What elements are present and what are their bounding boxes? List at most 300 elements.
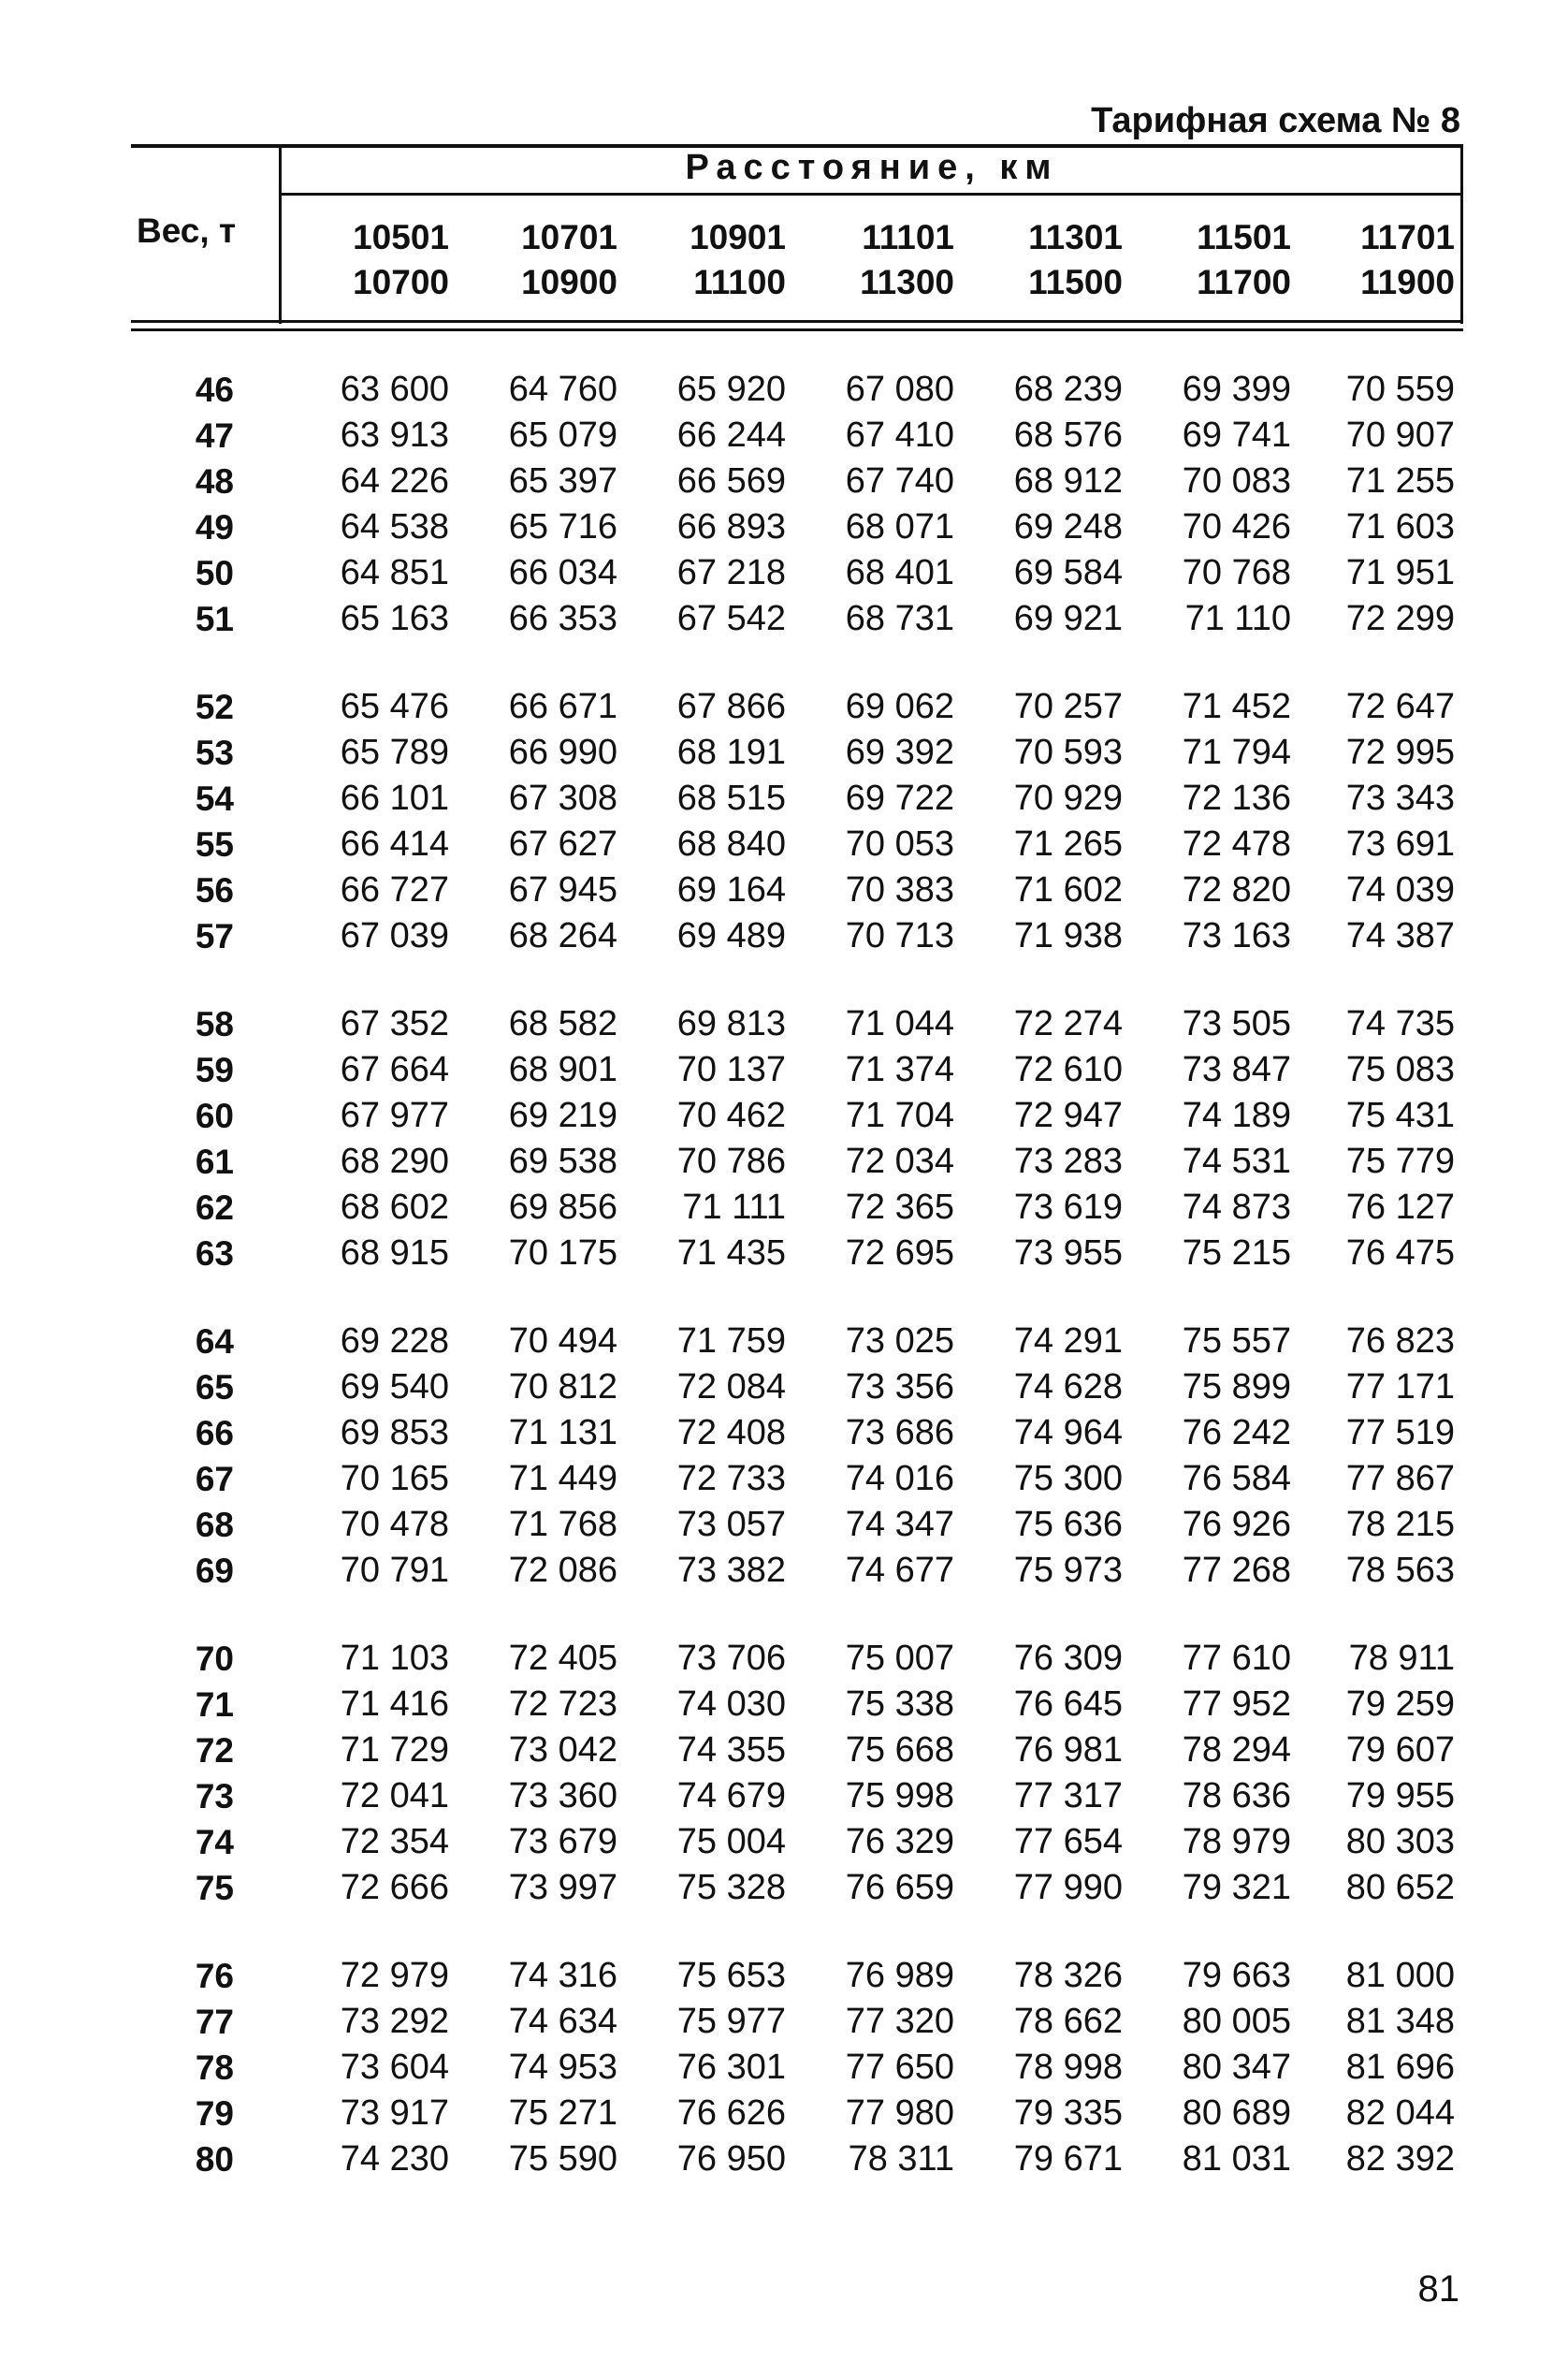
- weight-cell: 54: [195, 780, 234, 818]
- weight-cell: 53: [195, 734, 234, 772]
- tariff-cell: 75 590: [508, 2139, 617, 2179]
- tariff-cell: 69 540: [340, 1367, 449, 1407]
- tariff-cell: 73 706: [676, 1639, 786, 1678]
- weight-group: [0, 1001, 1568, 1276]
- weight-column-label: Вес, т: [137, 211, 237, 250]
- tariff-cell: 76 981: [1013, 1730, 1123, 1770]
- distance-range-to: 10700: [353, 263, 449, 301]
- weight-group: [0, 1319, 1568, 1594]
- tariff-cell: 74 347: [845, 1505, 954, 1544]
- tariff-cell: 70 165: [340, 1459, 449, 1498]
- distance-range-header: [449, 215, 617, 305]
- tariff-cell: 73 679: [508, 1822, 617, 1861]
- table-row: [0, 822, 1568, 867]
- tariff-cell: 75 779: [1345, 1142, 1455, 1181]
- table-row: [0, 2045, 1568, 2091]
- weight-cell: 50: [195, 554, 234, 592]
- tariff-cell: 74 230: [340, 2139, 449, 2179]
- tariff-cell: 75 998: [845, 1776, 954, 1815]
- table-row: [0, 1410, 1568, 1456]
- tariff-cell: 71 103: [340, 1639, 449, 1678]
- tariff-cell: 72 041: [340, 1776, 449, 1815]
- distance-range-header: [617, 215, 786, 305]
- tariff-cell: 73 382: [676, 1551, 786, 1590]
- tariff-cell: 74 531: [1182, 1142, 1291, 1181]
- table-row: [0, 1047, 1568, 1093]
- tariff-cell: 75 004: [676, 1822, 786, 1861]
- weight-cell: 72: [195, 1731, 234, 1770]
- tariff-cell: 77 952: [1182, 1684, 1291, 1724]
- tariff-cell: 78 294: [1182, 1730, 1291, 1770]
- tariff-cell: 75 431: [1345, 1096, 1455, 1135]
- tariff-cell: 73 360: [508, 1776, 617, 1815]
- table-row: [0, 1865, 1568, 1911]
- tariff-cell: 82 392: [1345, 2139, 1455, 2179]
- tariff-cell: 71 449: [508, 1459, 617, 1498]
- tariff-cell: 66 353: [508, 599, 617, 638]
- distance-range-from: 10901: [690, 218, 786, 256]
- tariff-cell: 71 416: [340, 1684, 449, 1724]
- weight-cell: 55: [195, 825, 234, 864]
- weight-cell: 63: [195, 1234, 234, 1273]
- tariff-cell: 76 329: [845, 1822, 954, 1861]
- tariff-cell: 75 215: [1182, 1233, 1291, 1273]
- header-bottom-rule-2: [131, 328, 1463, 331]
- distance-range-from: 10501: [353, 218, 449, 256]
- tariff-cell: 76 659: [845, 1868, 954, 1907]
- tariff-cell: 80 347: [1182, 2048, 1291, 2087]
- distance-range-from: 11501: [1197, 218, 1291, 256]
- tariff-cell: 68 290: [340, 1142, 449, 1181]
- tariff-cell: 76 242: [1182, 1413, 1291, 1452]
- tariff-cell: 72 136: [1182, 779, 1291, 818]
- weight-cell: 59: [195, 1051, 234, 1089]
- tariff-cell: 79 607: [1345, 1730, 1455, 1770]
- tariff-cell: 75 300: [1013, 1459, 1123, 1498]
- tariff-cell: 69 853: [340, 1413, 449, 1452]
- distance-range-from: 11301: [1028, 218, 1123, 256]
- table-row: [0, 1231, 1568, 1276]
- tariff-cell: 73 604: [340, 2048, 449, 2087]
- tariff-cell: 77 320: [845, 2002, 954, 2041]
- tariff-cell: 73 163: [1182, 916, 1291, 955]
- weight-cell: 49: [195, 508, 234, 547]
- tariff-cell: 77 990: [1013, 1868, 1123, 1907]
- tariff-cell: 71 759: [676, 1321, 786, 1361]
- weight-cell: 48: [195, 462, 234, 501]
- tariff-cell: 73 025: [845, 1321, 954, 1361]
- tariff-cell: 74 677: [845, 1551, 954, 1590]
- tariff-cell: 74 016: [845, 1459, 954, 1498]
- tariff-cell: 73 057: [676, 1505, 786, 1544]
- tariff-cell: 71 729: [340, 1730, 449, 1770]
- tariff-cell: 68 071: [845, 507, 954, 547]
- tariff-cell: 68 191: [676, 733, 786, 772]
- tariff-cell: 68 239: [1013, 370, 1123, 409]
- tariff-cell: 78 563: [1345, 1551, 1455, 1590]
- tariff-cell: 73 847: [1182, 1050, 1291, 1089]
- tariff-cell: 79 671: [1013, 2139, 1123, 2179]
- tariff-cell: 76 645: [1013, 1684, 1123, 1724]
- tariff-cell: 67 866: [676, 687, 786, 726]
- tariff-cell: 71 131: [508, 1413, 617, 1452]
- weight-cell: 74: [195, 1823, 234, 1861]
- tariff-cell: 74 291: [1013, 1321, 1123, 1361]
- distance-range-to: 11300: [860, 263, 954, 301]
- tariff-cell: 78 979: [1182, 1822, 1291, 1861]
- tariff-cell: 71 951: [1345, 553, 1455, 592]
- tariff-cell: 71 704: [845, 1096, 954, 1135]
- table-row: [0, 504, 1568, 550]
- tariff-cell: 71 374: [845, 1050, 954, 1089]
- tariff-cell: 75 973: [1013, 1551, 1123, 1590]
- weight-cell: 71: [195, 1685, 234, 1724]
- tariff-cell: 78 215: [1345, 1505, 1455, 1544]
- tariff-cell: 71 938: [1013, 916, 1123, 955]
- tariff-cell: 72 820: [1182, 870, 1291, 910]
- tariff-cell: 80 303: [1345, 1822, 1455, 1861]
- tariff-cell: 70 593: [1013, 733, 1123, 772]
- tariff-cell: 72 695: [845, 1233, 954, 1273]
- tariff-cell: 73 283: [1013, 1142, 1123, 1181]
- tariff-cell: 70 812: [508, 1367, 617, 1407]
- tariff-cell: 74 316: [508, 1956, 617, 1995]
- tariff-cell: 65 476: [340, 687, 449, 726]
- distance-range-to: 11100: [693, 263, 786, 301]
- tariff-cell: 65 397: [508, 461, 617, 501]
- tariff-cell: 63 600: [340, 370, 449, 409]
- tariff-cell: 67 627: [508, 824, 617, 864]
- weight-cell: 78: [195, 2048, 234, 2087]
- tariff-cell: 78 311: [848, 2139, 954, 2179]
- distance-range-header: [1286, 215, 1455, 305]
- tariff-cell: 76 950: [676, 2139, 786, 2179]
- tariff-cell: 67 352: [340, 1004, 449, 1043]
- tariff-cell: 74 679: [676, 1776, 786, 1815]
- tariff-cell: 69 722: [845, 779, 954, 818]
- tariff-cell: 71 255: [1345, 461, 1455, 501]
- tariff-cell: 70 462: [676, 1096, 786, 1135]
- tariff-cell: 72 947: [1013, 1096, 1123, 1135]
- table-row: [0, 367, 1568, 413]
- tariff-cell: 72 733: [676, 1459, 786, 1498]
- weight-cell: 57: [195, 917, 234, 955]
- tariff-cell: 70 786: [676, 1142, 786, 1181]
- tariff-cell: 68 401: [845, 553, 954, 592]
- tariff-cell: 66 244: [676, 415, 786, 455]
- tariff-cell: 73 917: [340, 2093, 449, 2133]
- page-number: 81: [1417, 2268, 1459, 2310]
- tariff-cell: 76 127: [1345, 1188, 1455, 1227]
- tariff-cell: 75 328: [676, 1868, 786, 1907]
- tariff-cell: 67 080: [845, 370, 954, 409]
- tariff-cell: 79 321: [1182, 1868, 1291, 1907]
- table-row: [0, 1093, 1568, 1139]
- tariff-cell: 78 636: [1182, 1776, 1291, 1815]
- tariff-cell: 72 647: [1345, 687, 1455, 726]
- table-row: [0, 2091, 1568, 2136]
- tariff-cell: 80 652: [1345, 1868, 1455, 1907]
- weight-cell: 56: [195, 871, 234, 910]
- tariff-cell: 78 326: [1013, 1956, 1123, 1995]
- tariff-cell: 65 789: [340, 733, 449, 772]
- tariff-cell: 72 405: [508, 1639, 617, 1678]
- tariff-cell: 70 137: [676, 1050, 786, 1089]
- tariff-cell: 71 265: [1013, 824, 1123, 864]
- tariff-cell: 76 989: [845, 1956, 954, 1995]
- tariff-cell: 66 414: [340, 824, 449, 864]
- weight-cell: 75: [195, 1869, 234, 1907]
- table-row: [0, 1364, 1568, 1410]
- tariff-cell: 69 062: [845, 687, 954, 726]
- table-row: [0, 1819, 1568, 1865]
- tariff-cell: 69 219: [508, 1096, 617, 1135]
- tariff-cell: 70 383: [845, 870, 954, 910]
- tariff-cell: 75 271: [508, 2093, 617, 2133]
- tariff-cell: 74 628: [1013, 1367, 1123, 1407]
- tariff-cell: 77 317: [1013, 1776, 1123, 1815]
- table-row: [0, 413, 1568, 459]
- tariff-cell: 67 945: [508, 870, 617, 910]
- tariff-cell: 73 691: [1345, 824, 1455, 864]
- tariff-cell: 77 268: [1182, 1551, 1291, 1590]
- tariff-cell: 71 603: [1345, 507, 1455, 547]
- tariff-cell: 77 867: [1345, 1459, 1455, 1498]
- tariff-cell: 75 007: [845, 1639, 954, 1678]
- weight-cell: 79: [195, 2094, 234, 2133]
- tariff-cell: 72 274: [1013, 1004, 1123, 1043]
- weight-group: [0, 1636, 1568, 1911]
- table-row: [0, 684, 1568, 730]
- tariff-cell: 75 083: [1345, 1050, 1455, 1089]
- tariff-cell: 70 083: [1182, 461, 1291, 501]
- tariff-cell: 79 259: [1345, 1684, 1455, 1724]
- table-row: [0, 1953, 1568, 1999]
- weight-group: [0, 684, 1568, 959]
- tariff-cell: 69 921: [1013, 599, 1123, 638]
- weight-group: [0, 367, 1568, 642]
- tariff-cell: 74 964: [1013, 1413, 1123, 1452]
- tariff-cell: 69 392: [845, 733, 954, 772]
- weight-cell: 80: [195, 2140, 234, 2179]
- tariff-cell: 75 977: [676, 2002, 786, 2041]
- tariff-cell: 74 039: [1345, 870, 1455, 910]
- tariff-cell: 69 248: [1013, 507, 1123, 547]
- weight-cell: 70: [195, 1640, 234, 1678]
- tariff-cell: 77 980: [845, 2093, 954, 2133]
- tariff-cell: 63 913: [340, 415, 449, 455]
- tariff-cell: 81 031: [1182, 2139, 1291, 2179]
- tariff-cell: 66 671: [508, 687, 617, 726]
- table-row: [0, 1682, 1568, 1727]
- tariff-cell: 70 426: [1182, 507, 1291, 547]
- tariff-cell: 69 584: [1013, 553, 1123, 592]
- tariff-cell: 77 650: [845, 2048, 954, 2087]
- tariff-cell: 71 452: [1182, 687, 1291, 726]
- weight-cell: 68: [195, 1506, 234, 1544]
- tariff-cell: 74 873: [1182, 1188, 1291, 1227]
- tariff-cell: 81 000: [1345, 1956, 1455, 1995]
- tariff-cell: 73 505: [1182, 1004, 1291, 1043]
- tariff-cell: 76 309: [1013, 1639, 1123, 1678]
- tariff-cell: 70 053: [845, 824, 954, 864]
- tariff-cell: 74 355: [676, 1730, 786, 1770]
- weight-cell: 64: [195, 1322, 234, 1361]
- tariff-cell: 72 478: [1182, 824, 1291, 864]
- tariff-cell: 71 435: [676, 1233, 786, 1273]
- tariff-cell: 69 228: [340, 1321, 449, 1361]
- tariff-cell: 70 929: [1013, 779, 1123, 818]
- table-row: [0, 1727, 1568, 1773]
- tariff-cell: 68 582: [508, 1004, 617, 1043]
- tariff-cell: 74 387: [1345, 916, 1455, 955]
- tariff-cell: 70 559: [1345, 370, 1455, 409]
- table-row: [0, 2136, 1568, 2182]
- table-row: [0, 596, 1568, 642]
- table-row: [0, 1502, 1568, 1548]
- tariff-cell: 70 257: [1013, 687, 1123, 726]
- tariff-cell: 70 791: [340, 1551, 449, 1590]
- tariff-cell: 67 664: [340, 1050, 449, 1089]
- tariff-cell: 70 907: [1345, 415, 1455, 455]
- tariff-cell: 69 489: [676, 916, 786, 955]
- tariff-cell: 68 840: [676, 824, 786, 864]
- tariff-cell: 75 338: [845, 1684, 954, 1724]
- weight-cell: 61: [195, 1143, 234, 1181]
- weight-cell: 67: [195, 1460, 234, 1498]
- tariff-cell: 64 760: [508, 370, 617, 409]
- distance-range-header: [281, 215, 449, 305]
- table-row: [0, 730, 1568, 776]
- tariff-cell: 76 584: [1182, 1459, 1291, 1498]
- distance-range-from: 11101: [862, 218, 954, 256]
- tariff-cell: 71 794: [1182, 733, 1291, 772]
- tariff-cell: 79 955: [1345, 1776, 1455, 1815]
- tariff-cell: 75 668: [845, 1730, 954, 1770]
- weight-cell: 58: [195, 1005, 234, 1043]
- tariff-cell: 70 494: [508, 1321, 617, 1361]
- weight-cell: 76: [195, 1957, 234, 1995]
- distance-range-to: 11900: [1360, 263, 1455, 301]
- tariff-cell: 67 740: [845, 461, 954, 501]
- tariff-cell: 66 893: [676, 507, 786, 547]
- tariff-cell: 68 576: [1013, 415, 1123, 455]
- tariff-cell: 75 636: [1013, 1505, 1123, 1544]
- table-row: [0, 776, 1568, 822]
- tariff-cell: 69 538: [508, 1142, 617, 1181]
- tariff-cell: 82 044: [1345, 2093, 1455, 2133]
- table-row: [0, 1139, 1568, 1185]
- tariff-cell: 72 610: [1013, 1050, 1123, 1089]
- tariff-cell: 75 653: [676, 1956, 786, 1995]
- table-row: [0, 1636, 1568, 1682]
- table-row: [0, 913, 1568, 959]
- tariff-cell: 75 557: [1182, 1321, 1291, 1361]
- tariff-cell: 70 175: [508, 1233, 617, 1273]
- table-row: [0, 550, 1568, 596]
- tariff-cell: 69 399: [1182, 370, 1291, 409]
- tariff-cell: 80 689: [1182, 2093, 1291, 2133]
- distance-header-rule: [281, 193, 1463, 196]
- tariff-cell: 72 354: [340, 1822, 449, 1861]
- table-row: [0, 867, 1568, 913]
- tariff-cell: 76 626: [676, 2093, 786, 2133]
- weight-cell: 52: [195, 688, 234, 726]
- tariff-cell: 72 365: [845, 1188, 954, 1227]
- tariff-table-body: [0, 367, 1568, 2224]
- tariff-cell: 71 602: [1013, 870, 1123, 910]
- distance-range-to: 11700: [1197, 263, 1291, 301]
- tariff-cell: 70 478: [340, 1505, 449, 1544]
- tariff-cell: 77 519: [1345, 1413, 1455, 1452]
- weight-cell: 65: [195, 1368, 234, 1407]
- tariff-cell: 64 851: [340, 553, 449, 592]
- tariff-cell: 68 515: [676, 779, 786, 818]
- tariff-cell: 73 686: [845, 1413, 954, 1452]
- tariff-cell: 66 727: [340, 870, 449, 910]
- tariff-cell: 68 912: [1013, 461, 1123, 501]
- table-row: [0, 459, 1568, 504]
- tariff-cell: 73 356: [845, 1367, 954, 1407]
- tariff-cell: 72 408: [676, 1413, 786, 1452]
- tariff-cell: 71 768: [508, 1505, 617, 1544]
- tariff-cell: 74 189: [1182, 1096, 1291, 1135]
- tariff-cell: 73 042: [508, 1730, 617, 1770]
- tariff-cell: 78 998: [1013, 2048, 1123, 2087]
- tariff-cell: 72 084: [676, 1367, 786, 1407]
- tariff-cell: 76 301: [676, 2048, 786, 2087]
- tariff-cell: 70 713: [845, 916, 954, 955]
- tariff-cell: 78 911: [1348, 1639, 1455, 1678]
- tariff-cell: 67 039: [340, 916, 449, 955]
- tariff-cell: 77 654: [1013, 1822, 1123, 1861]
- weight-cell: 73: [195, 1777, 234, 1815]
- distance-title: Расстояние, км: [685, 148, 1059, 187]
- tariff-cell: 81 696: [1345, 2048, 1455, 2087]
- table-row: [0, 1185, 1568, 1231]
- tariff-cell: 73 292: [340, 2002, 449, 2041]
- distance-range-to: 10900: [521, 263, 617, 301]
- tariff-cell: 72 995: [1345, 733, 1455, 772]
- tariff-cell: 76 823: [1345, 1321, 1455, 1361]
- tariff-cell: 67 542: [676, 599, 786, 638]
- table-row: [0, 1773, 1568, 1819]
- tariff-cell: 72 666: [340, 1868, 449, 1907]
- tariff-cell: 69 164: [676, 870, 786, 910]
- tariff-cell: 81 348: [1345, 2002, 1455, 2041]
- tariff-cell: 66 569: [676, 461, 786, 501]
- tariff-cell: 65 920: [676, 370, 786, 409]
- tariff-cell: 70 768: [1182, 553, 1291, 592]
- tariff-cell: 72 086: [508, 1551, 617, 1590]
- table-row: [0, 1548, 1568, 1594]
- table-row: [0, 1319, 1568, 1364]
- tariff-cell: 68 602: [340, 1188, 449, 1227]
- weight-cell: 77: [195, 2003, 234, 2041]
- tariff-cell: 69 741: [1182, 415, 1291, 455]
- scheme-title: Тарифная схема № 8: [1091, 101, 1460, 140]
- tariff-cell: 73 955: [1013, 1233, 1123, 1273]
- tariff-cell: 71 110: [1184, 599, 1291, 638]
- tariff-cell: 67 977: [340, 1096, 449, 1135]
- tariff-cell: 68 264: [508, 916, 617, 955]
- tariff-cell: 74 634: [508, 2002, 617, 2041]
- tariff-cell: 79 335: [1013, 2093, 1123, 2133]
- tariff-cell: 72 034: [845, 1142, 954, 1181]
- tariff-cell: 69 813: [676, 1004, 786, 1043]
- tariff-cell: 65 716: [508, 507, 617, 547]
- tariff-cell: 72 299: [1345, 599, 1455, 638]
